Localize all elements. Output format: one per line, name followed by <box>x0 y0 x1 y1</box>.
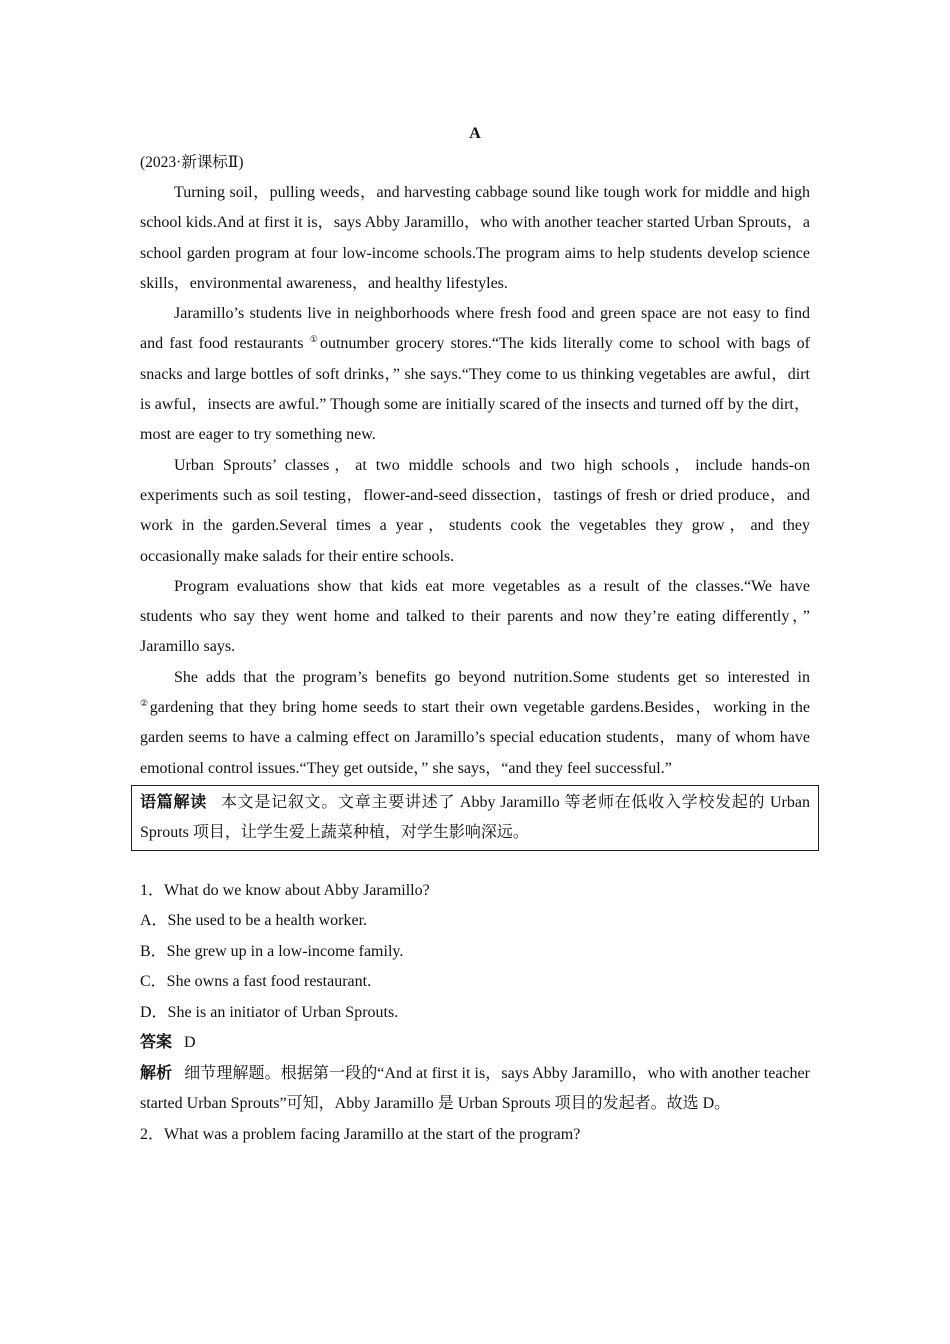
answer-line <box>140 1028 810 1059</box>
answer-label: 答案 <box>140 1034 173 1052</box>
passage-summary-box <box>131 785 819 851</box>
paragraph-2-text-b: outnumber grocery stores.“The kids literally come to school with bags of snacks and large bottles of soft drinks，” she says.“They come to us thinking vegetables are awful，dirt is awful，insects are awful.” Though some are initially scared of the insects and turned off by the dirt，most are eager to try something new. <box>140 335 810 444</box>
document-page <box>140 120 810 1150</box>
question-section <box>140 876 810 1151</box>
paragraph-5 <box>140 663 810 784</box>
analysis-label: 解析 <box>140 1064 173 1082</box>
answer-value: D <box>184 1034 196 1052</box>
option-d: D．She is an initiator of Urban Sprouts. <box>140 1003 399 1021</box>
footnote-marker-1: ① <box>309 334 320 345</box>
passage <box>140 178 810 784</box>
question-2-stem: 2．What was a problem facing Jaramillo at the start of the program? <box>140 1125 581 1143</box>
paragraph-1: Turning soil，pulling weeds，and harvesting cabbage sound like tough work for middle and high school kids.And at first it is，says Abby Jaramillo，who with another teacher started Urban Sprouts，a school garden program at four low-income schools.The program aims to help students develop science skills，environmental awareness，and healthy lifestyles. <box>140 184 810 292</box>
paragraph-2-text-a: Jaramillo’s students live in neighborhoods where fresh food and green space are not easy to find and fast food restaurants <box>140 305 810 353</box>
option-b: B．She grew up in a low-income family. <box>140 942 404 960</box>
paragraph-3: Urban Sprouts’ classes，at two middle schools and two high schools，include hands-on experiments such as soil testing，flower-and-seed dissection，tastings of fresh or dried produce，and work in the garden.Several times a year，students cook the vegetables they grow，and they occasionally make salads for their entire schools. <box>140 456 810 565</box>
option-a: A．She used to be a health worker. <box>140 912 368 930</box>
analysis-text: 细节理解题。根据第一段的“And at first it is，says Abby Jaramillo，who with another teacher started Urban Sprouts”可知，Abby Jaramillo 是 Urban Sprouts 项目的发起者。故选 D。 <box>140 1064 810 1113</box>
footnote-marker-2: ② <box>140 698 150 709</box>
source-label: (2023·新课标Ⅱ) <box>140 154 244 171</box>
summary-label: 语篇解读 <box>140 793 207 811</box>
question-1-stem: 1．What do we know about Abby Jaramillo? <box>140 881 430 899</box>
paragraph-5-text-a: She adds that the program’s benefits go beyond nutrition.Some students get so interested in <box>174 668 810 686</box>
paragraph-4: Program evaluations show that kids eat more vegetables as a result of the classes.“We have students who say they went home and talked to their parents and now they’re eating differently，” Jaramillo says. <box>140 577 810 656</box>
analysis-block <box>140 1059 810 1120</box>
paragraph-5-text-b: gardening that they bring home seeds to start their own vegetable gardens.Besides，working in the garden seems to have a calming effect on Jaramillo’s special education students，many of whom have emotional control issues.“They get outside，” she says，“and they feel successful.” <box>140 699 810 777</box>
section-title: A <box>469 125 481 142</box>
paragraph-2 <box>140 299 810 450</box>
summary-text: 本文是记叙文。文章主要讲述了 Abby Jaramillo 等老师在低收入学校发起的 Urban Sprouts 项目，让学生爱上蔬菜种植，对学生影响深远。 <box>140 793 810 841</box>
option-c: C．She owns a fast food restaurant. <box>140 973 372 991</box>
